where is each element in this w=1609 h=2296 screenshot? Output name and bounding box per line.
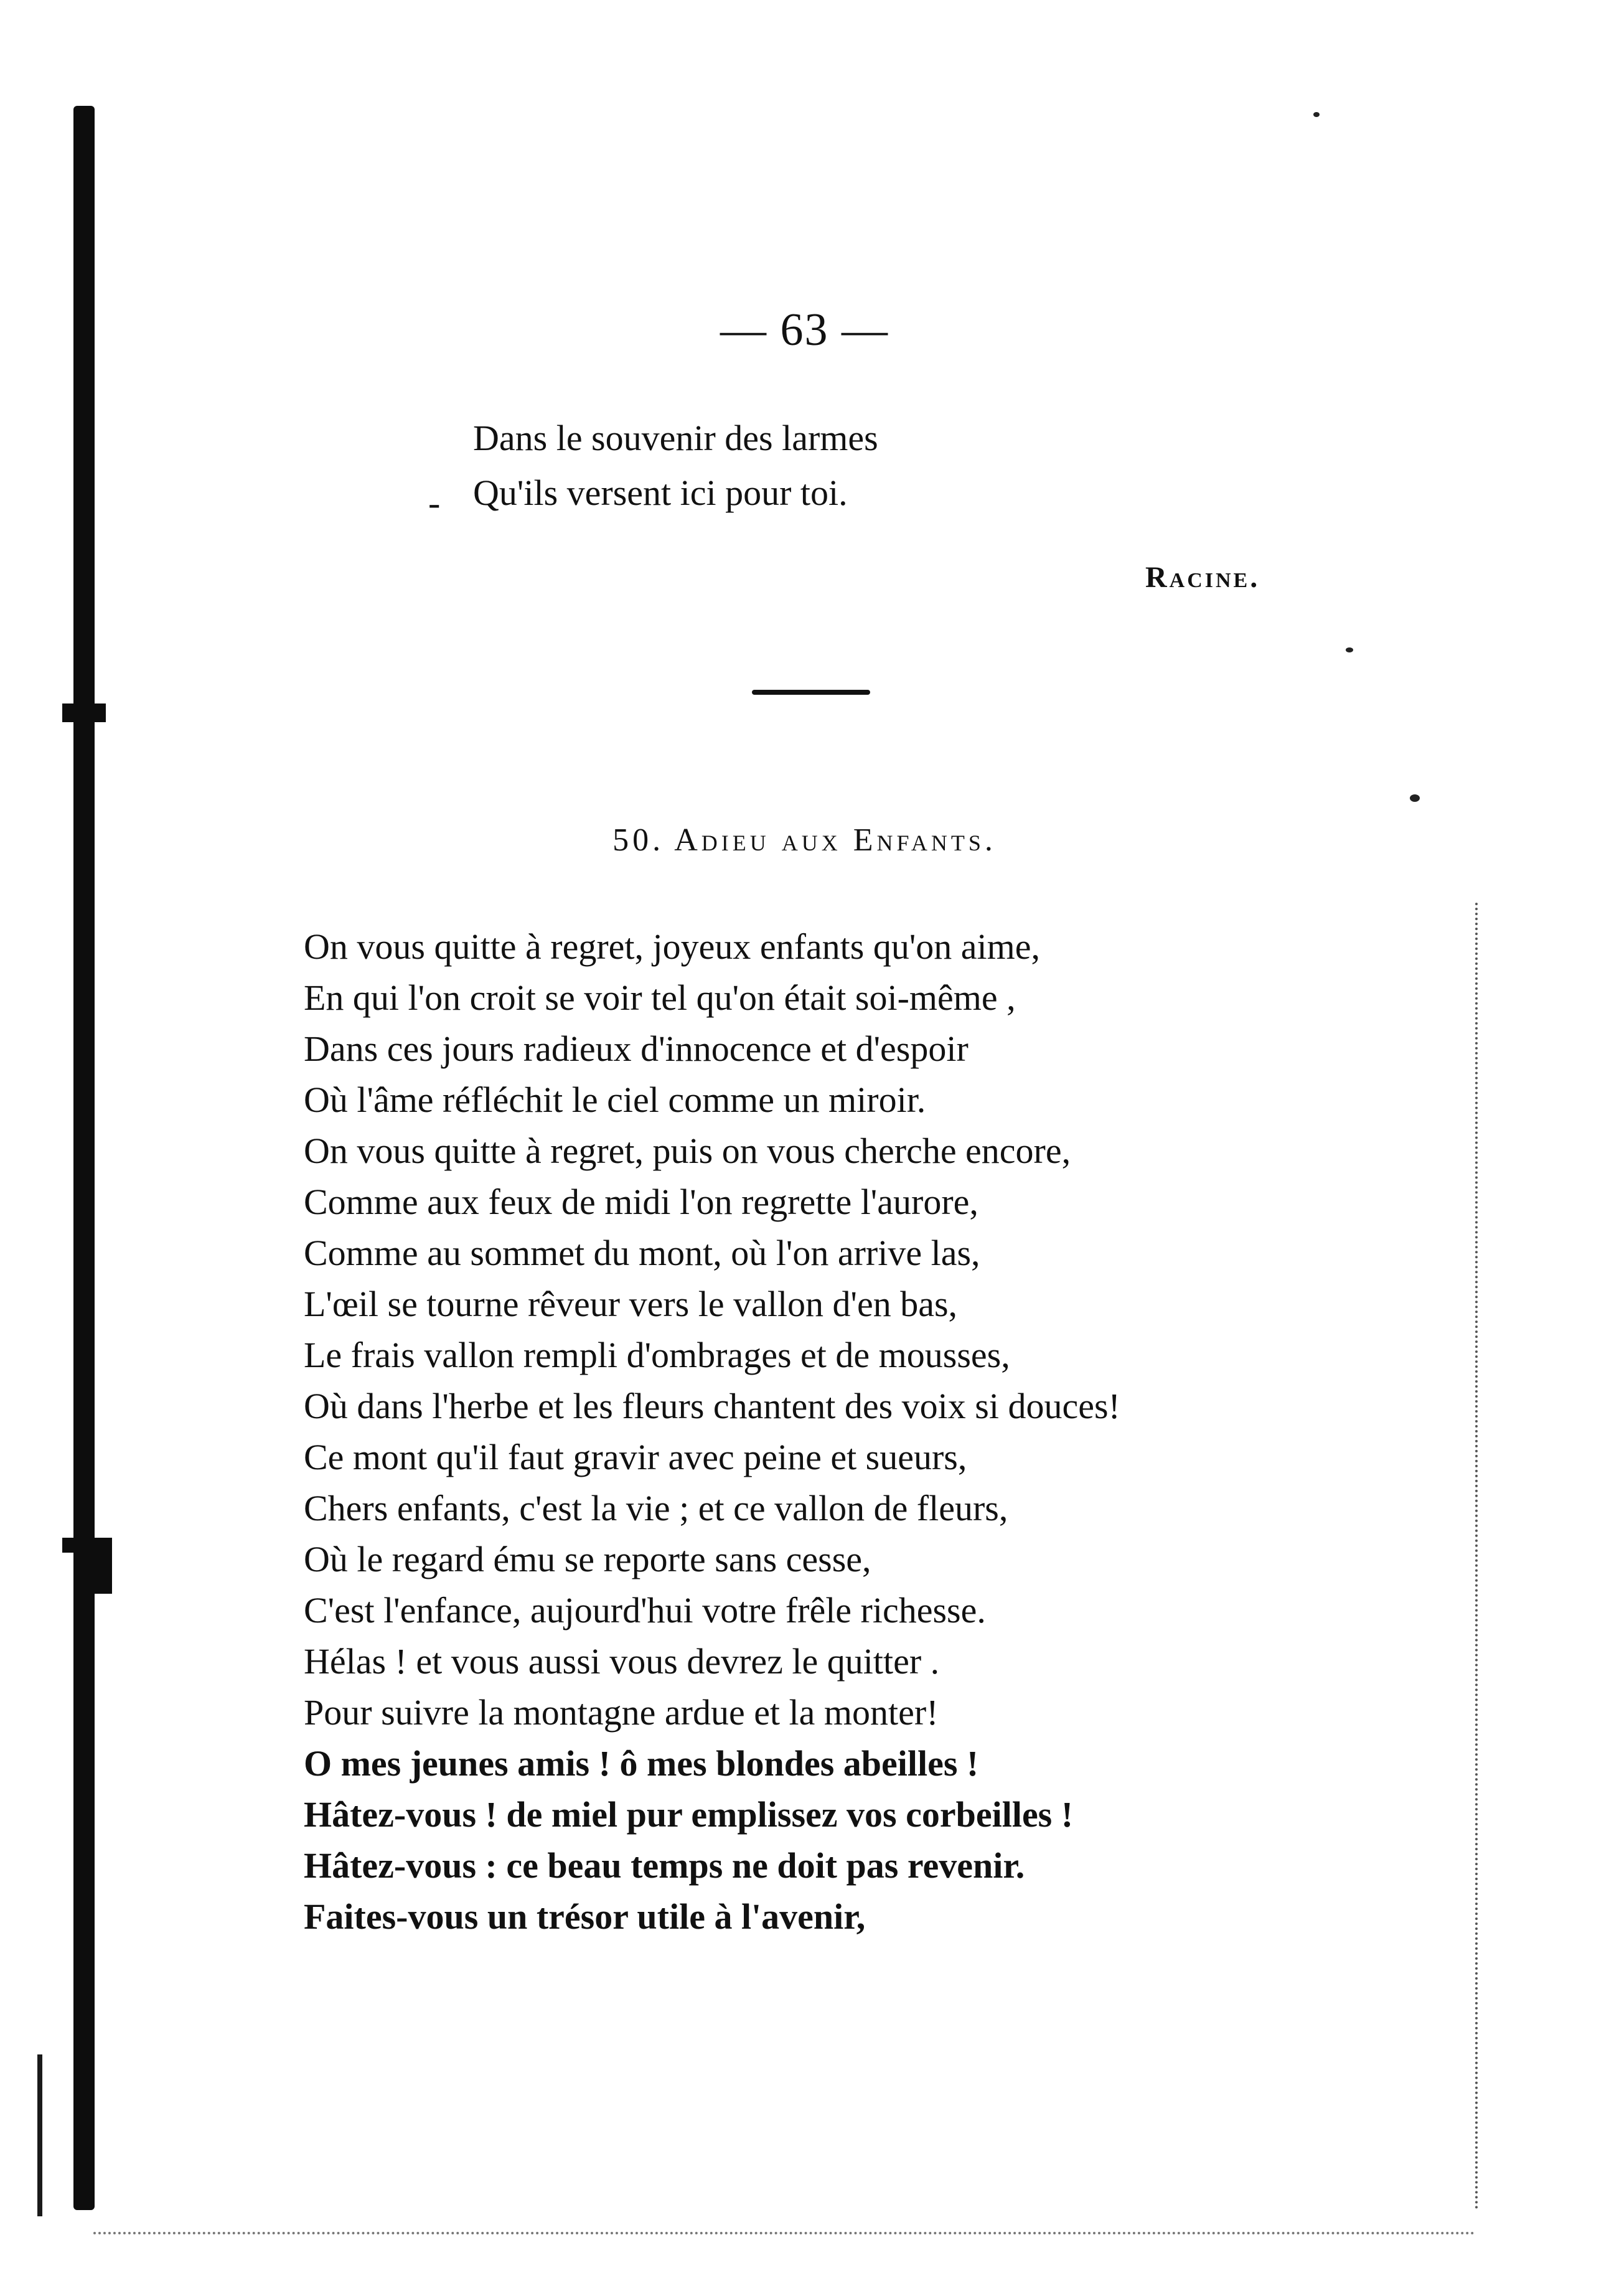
poem-line: Hâtez-vous ! de miel pur emplissez vos corbeilles ! — [304, 1794, 1074, 1835]
scan-edge-bottom — [93, 2232, 1475, 2237]
scan-speck — [1346, 647, 1353, 652]
binding-notch — [87, 1538, 112, 1594]
author-signature: Racine. — [1145, 561, 1260, 594]
section-title: 50. Adieu aux Enfants. — [612, 822, 997, 858]
poem-line: Faites-vous un trésor utile à l'avenir, — [304, 1896, 866, 1937]
poem-line: En qui l'on croit se voir tel qu'on était soi-même , — [304, 977, 1016, 1018]
section-separator — [752, 690, 870, 695]
poem-line: Dans ces jours radieux d'innocence et d'espoir — [304, 1028, 969, 1069]
binding-edge — [73, 106, 95, 2210]
binding-notch — [62, 703, 106, 722]
poem-line: Où dans l'herbe et les fleurs chantent des voix si douces! — [304, 1386, 1120, 1426]
scan-speck — [1410, 794, 1420, 802]
poem-line: Hâtez-vous : ce beau temps ne doit pas revenir. — [304, 1845, 1025, 1886]
verse-line: Qu'ils versent ici pour toi. — [473, 473, 848, 513]
page-number: — 63 — — [720, 304, 889, 355]
poem-line: C'est l'enfance, aujourd'hui votre frêle richesse. — [304, 1590, 986, 1630]
top-verse — [473, 411, 878, 520]
poem-body — [304, 921, 1120, 1942]
poem-line: Ce mont qu'il faut gravir avec peine et sueurs, — [304, 1437, 967, 1477]
poem-line: On vous quitte à regret, joyeux enfants qu'on aime, — [304, 926, 1041, 967]
poem-line: Chers enfants, c'est la vie ; et ce vallon de fleurs, — [304, 1488, 1008, 1528]
poem-line: Comme au sommet du mont, où l'on arrive las, — [304, 1233, 980, 1273]
poem-line: Le frais vallon rempli d'ombrages et de mousses, — [304, 1335, 1010, 1375]
poem-line: Comme aux feux de midi l'on regrette l'aurore, — [304, 1182, 978, 1222]
poem-line: Pour suivre la montagne ardue et la monter! — [304, 1692, 939, 1733]
scan-speck — [1313, 112, 1320, 117]
verse-line: Dans le souvenir des larmes — [473, 418, 878, 458]
poem-line: Où l'âme réfléchit le ciel comme un miroir. — [304, 1080, 926, 1120]
poem-line: O mes jeunes amis ! ô mes blondes abeilles ! — [304, 1743, 979, 1784]
binding-tail — [37, 2054, 42, 2216]
poem-line: L'œil se tourne rêveur vers le vallon d'en bas, — [304, 1284, 958, 1324]
margin-dash: - — [428, 482, 441, 523]
poem-line: Où le regard ému se reporte sans cesse, — [304, 1539, 871, 1579]
poem-line: Hélas ! et vous aussi vous devrez le quitter . — [304, 1641, 940, 1682]
scan-edge-right — [1475, 903, 1481, 2210]
poem-line: On vous quitte à regret, puis on vous cherche encore, — [304, 1131, 1071, 1171]
